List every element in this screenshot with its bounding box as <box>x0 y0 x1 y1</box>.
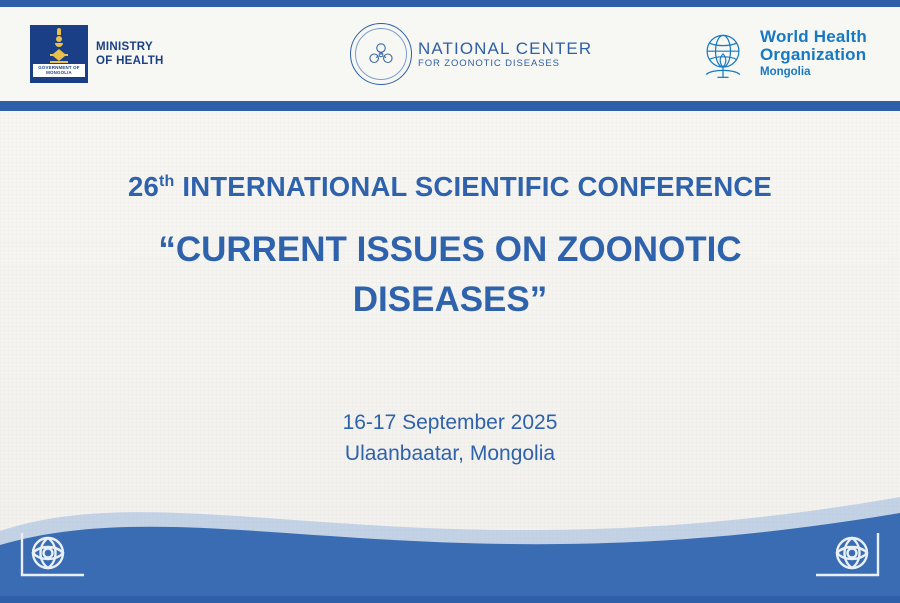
who-label-country: Mongolia <box>760 65 811 78</box>
soyombo-icon <box>48 28 70 62</box>
mongolian-knot-ornament-right-icon <box>810 523 884 585</box>
moh-label-line2: OF HEALTH <box>96 55 164 67</box>
slide-body <box>0 111 900 603</box>
who-emblem-icon <box>695 26 751 82</box>
logo-world-health-organization <box>695 7 867 101</box>
wave-decoration <box>0 453 900 603</box>
header-divider-bar <box>0 101 900 111</box>
conference-number-suffix: th <box>159 172 175 190</box>
nczd-seal-icon <box>350 23 412 85</box>
moh-label-line1: MINISTRY <box>96 41 153 53</box>
title-block <box>0 171 900 325</box>
nczd-label-line2: FOR ZOONOTIC DISEASES <box>418 57 560 69</box>
who-label-line2: Organization <box>760 44 867 64</box>
event-location: Ulaanbaatar, Mongolia <box>344 442 556 465</box>
mongolia-state-emblem-icon <box>30 25 88 83</box>
bottom-accent-bar <box>0 596 900 603</box>
event-date: 16-17 September 2025 <box>342 411 558 434</box>
emblem-caption <box>33 64 85 77</box>
conference-title-line <box>0 171 900 203</box>
conference-title-text: INTERNATIONAL SCIENTIFIC CONFERENCE <box>182 171 772 202</box>
mongolian-knot-ornament-left-icon <box>16 523 90 585</box>
emblem-caption-line2: MONGOLIA <box>46 70 72 76</box>
nczd-label-line1: NATIONAL CENTER <box>418 38 593 58</box>
who-label-line1: World Health <box>760 26 867 46</box>
logo-header-band <box>0 7 900 101</box>
conference-theme: “CURRENT ISSUES ON ZOONOTIC DISEASES” <box>158 230 742 319</box>
logo-ministry-of-health <box>30 7 164 101</box>
emblem-caption-line1: GOVERNMENT OF <box>38 65 80 70</box>
conference-number: 26 <box>128 171 160 202</box>
top-accent-bar <box>0 0 900 7</box>
logo-national-center-zoonotic-diseases <box>350 7 592 101</box>
